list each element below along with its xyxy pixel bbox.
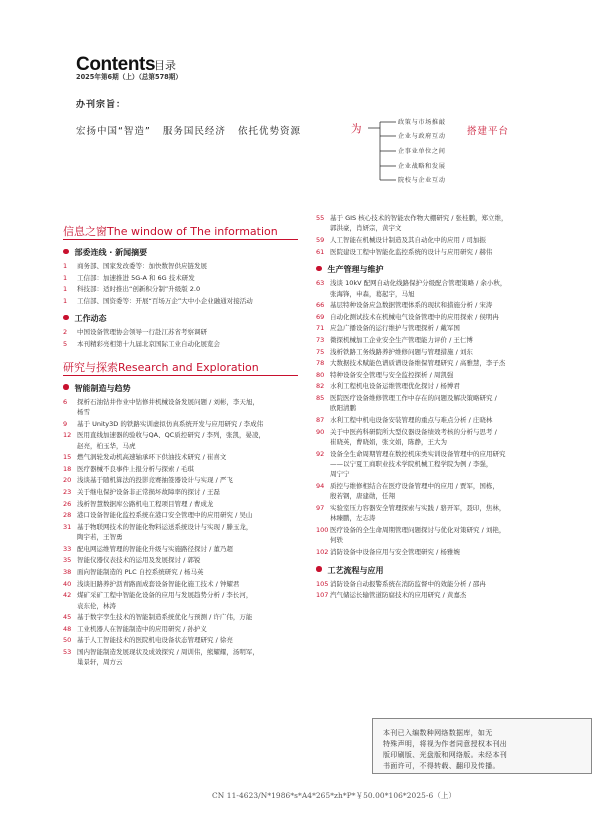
page-number: 1 (63, 273, 68, 282)
entry-title-line: 中国设备管理协会领导一行赴江苏省考察调研 (77, 328, 207, 337)
cn-number: CN 11-4623/N*1986*s*A4*265*zh*P*￥50.00*106*2025-6（上） (212, 791, 456, 800)
mission-pillar: 企业与政府互动 (398, 133, 446, 140)
toc-entry (63, 273, 298, 283)
entry-title-line: 浅析铁路工务线路养护维修问题与管理措施 / 刘东 (330, 347, 473, 356)
toc-entry (316, 449, 594, 480)
page-number: 82 (316, 382, 325, 391)
toc-entry (316, 427, 594, 448)
entry-title-line: 张海锋，申森，葛起宇，马旭 (330, 289, 415, 298)
page-number: 66 (316, 301, 325, 310)
entry-title-line: 消防设备自动报警系统在消防监督中的效能分析 / 邵冉 (330, 579, 486, 588)
page-number: 35 (63, 556, 72, 565)
entry-title-line: 本刊精彩亮相第十九届北京国际工业自动化展览会 (77, 340, 220, 348)
bullet-icon (63, 249, 69, 255)
category-heading (316, 264, 384, 275)
toc-entry (316, 393, 594, 414)
entry-title-line: 基于 Unity3D 的铁路实训虚拟仿真系统开发与应用研究 / 李成伟 (77, 419, 264, 428)
page-number: 92 (316, 449, 325, 458)
entry-title-line: 面向智能制造的 PLC 自控系统研究 / 杨马英 (77, 568, 204, 576)
notice-line: 特殊声明，将视为作者同意授权本刊出 (383, 740, 508, 748)
toc-entry (316, 335, 594, 345)
page-number: 12 (63, 431, 72, 440)
toc-entry (316, 235, 594, 245)
bullet-icon (316, 566, 322, 572)
entry-title-line: 探析石油钻井作业中钻修井机械设备发展问题 / 刘彬，李天旭， (77, 397, 259, 406)
entry-title-line: 港口设备智能化监控系统在港口安全管理中的应用研究 / 吴山 (77, 511, 253, 520)
page-number: 1 (63, 262, 68, 270)
entry-title-line: 设备全生命周期管理在数控机床类实训设备管理中的应用研究 (330, 449, 506, 458)
page-number: 33 (63, 544, 72, 553)
toc-entry (316, 278, 594, 299)
page-number: 26 (63, 499, 72, 508)
page-number: 55 (316, 214, 325, 222)
page-number: 15 (63, 453, 72, 462)
entry-title-line: 人工智能在机械设计制造及其自动化中的应用 / 司加振 (330, 236, 486, 244)
contents-title-cn: 目录 (154, 59, 176, 72)
toc-entry (63, 419, 298, 429)
notice-line: 版印刷版、光盘版和网络版。未经本刊 (383, 751, 508, 759)
entry-title-line: 自动化测试技术在机械电气设备管理中的应用探索 / 侯明冉 (330, 312, 499, 321)
toc-entry (316, 358, 594, 368)
mission-pillar: 政策与市场推敲 (398, 119, 446, 126)
entry-title-line: 浅谈基于随机算法的投影竞赛抽签器设计与实现 / 严飞 (77, 476, 233, 485)
toc-entry (316, 525, 594, 546)
section-title: 研究与探索Research and Exploration (63, 360, 259, 374)
entry-title-line: 水利工程中机电设备安装管理的重点与难点分析 / 庄晓林 (330, 416, 493, 424)
toc-entry (63, 590, 298, 611)
mission-connector: 为 (351, 123, 362, 135)
page-number: 40 (63, 579, 72, 588)
toc-entry (63, 579, 298, 589)
bullet-icon (63, 315, 69, 321)
entry-title-line: 关于中医药科研院所大型仪器设备绩效考核的分析与思考 / (330, 427, 497, 436)
toc-entry (316, 347, 594, 357)
toc-entry (63, 544, 298, 554)
entry-title-line: ——以宁夏工商职业技术学院机械工程学院为例 / 李强， (330, 460, 493, 468)
entry-title-line: 消防设备中设备应用与安全管理研究 / 杨雅婉 (330, 548, 460, 556)
entry-title-line: 杨雪 (77, 408, 90, 416)
entry-title-line: 赵亮，柏玉华，马虎 (77, 441, 136, 450)
issue-line: 2025年第6期（上）（总第578期） (76, 73, 182, 81)
entry-title-line: 关于继电保护设备非正常损坏故障率的探讨 / 王磊 (77, 488, 220, 496)
page-number: 75 (316, 347, 325, 356)
page-number: 105 (316, 579, 329, 588)
entry-title-line: 基层特种设备应急数据管理体系的现状和措施分析 / 宋涛 (330, 301, 493, 310)
entry-title-line: 大数据技术赋能色谱质谱设备维保管理研究 / 高雅慧，李子杰 (330, 359, 506, 368)
toc-entry (63, 487, 298, 497)
entry-title-line: 基于数字孪生技术的智能制造系统优化与预测 / 许广伟，万能 (77, 613, 253, 622)
entry-title-line: 医疗设备的全生命周期管理问题探讨与优化对策研究 / 刘艳， (330, 526, 506, 534)
entry-title-line: 科技部：适时推出“创新积分制”升级版 2.0 (77, 285, 201, 294)
page-number: 71 (316, 324, 325, 333)
toc-entry (63, 475, 298, 485)
toc-entry (316, 481, 594, 502)
page-number: 107 (316, 591, 329, 600)
entry-title-line: 陶宇若，王智勇 (77, 533, 123, 542)
page-number: 5 (63, 340, 68, 348)
page-number: 94 (316, 482, 325, 490)
page-number: 90 (316, 427, 325, 436)
toc-entry (63, 635, 298, 645)
page-number: 102 (316, 548, 329, 556)
toc-entry (63, 624, 298, 634)
page-number: 50 (63, 636, 72, 645)
entry-title-line: 工信部：加速推进 5G-A 和 6G 技术研发 (77, 273, 195, 282)
toc-entry (316, 415, 594, 425)
entry-title-line: 基于 GIS 核心技术的智能农作物大棚研究 / 张桂鹏，郑立维， (330, 214, 508, 222)
entry-title-line: 林臻鹏，左志涛 (330, 514, 376, 523)
mission-pillar: 企事业单位之间 (398, 148, 446, 155)
category-label: 生产管理与维护 (327, 265, 384, 275)
entry-title-line: 郭洪豪，肖妍宗，黄宇文 (330, 224, 402, 233)
mission-slogan: 宏扬中国“智造” 服务国民经济 依托优势资源 (76, 126, 301, 137)
toc-entry (316, 300, 594, 310)
entry-title-line: 水利工程机电设备运维管理优化探讨 / 杨博君 (330, 382, 460, 391)
page-number: 45 (63, 613, 72, 622)
page-number: 97 (316, 504, 325, 512)
entry-title-line: 商务部、国家发改委等：加快数智供应链发展 (77, 262, 207, 270)
toc-entry (316, 213, 594, 234)
page-number: 6 (63, 397, 68, 406)
page-number: 1 (63, 296, 68, 305)
page-number: 80 (316, 370, 325, 379)
toc-entry (63, 522, 298, 543)
category-label: 智能制造与趋势 (74, 383, 131, 393)
toc-entry (63, 261, 298, 271)
toc-entry (316, 503, 594, 524)
page-number: 85 (316, 394, 325, 402)
toc-entry (63, 397, 298, 418)
page-number: 31 (63, 522, 72, 531)
page-number: 73 (316, 336, 325, 344)
page-number: 1 (63, 285, 68, 294)
bullet-icon (316, 266, 322, 272)
page-number: 2 (63, 328, 68, 337)
category-label: 工作动态 (74, 314, 107, 324)
entry-title-line: 崔晓英，曹晓娟，张文娟，陈静，王大为 (330, 438, 447, 446)
toc-entry (63, 284, 298, 294)
toc-entry (316, 247, 594, 257)
toc-entry (63, 499, 298, 509)
entry-title-line: 微探机械加工企业安全生产管理能力评价 / 王仁博 (330, 336, 473, 344)
page-number: 18 (63, 464, 72, 473)
entry-title-line: 殷若钢，唐建勋，任翔 (330, 492, 395, 501)
entry-title-line: 医用直线加速器的验收与QA、QC质控研究 / 李列，张凯，晏凌， (77, 431, 266, 440)
notice-line: 本刊已入编数种网络数据库，如无 (383, 729, 493, 737)
entry-title-line: 智能仪器仪表技术的运用及发展探讨 / 郭锐 (77, 556, 201, 565)
entry-title-line: 浅谈 10kV 配网自动化线路保护分级配合管理策略 / 余小秋， (330, 279, 507, 288)
page-number: 87 (316, 416, 325, 424)
entry-title-line: 医疗器械不良事件上报分析与探索 / 毛琪 (77, 464, 194, 473)
category-label: 工艺流程与应用 (327, 565, 384, 575)
mission-label: 办刊宗旨： (76, 100, 127, 110)
toc-entry (316, 590, 594, 600)
toc-entry (63, 296, 298, 306)
entry-title-line: 燃气涡轮发动机高速轴承环下供油技术研究 / 崔喜文 (77, 453, 227, 462)
entry-title-line: 配电网运维管理的智能化升级与实施路径探讨 / 董乃超 (77, 544, 233, 553)
toc-entry (316, 579, 594, 589)
page-number: 78 (316, 359, 325, 368)
entry-title-line: 何轶 (330, 536, 343, 545)
category-heading (63, 383, 131, 394)
entry-title-line: 国内智能制造发展现状及成效探究 / 周训伟，熊耀耀，汤明军， (77, 648, 259, 656)
section-title: 信息之窗The window of The information (63, 225, 278, 238)
copyright-notice (372, 718, 592, 774)
page-number: 38 (63, 568, 72, 576)
entry-title-line: 实验室压力容器安全管理探索与实践 / 骆开军，聂印，焦林， (330, 504, 506, 512)
toc-entry (63, 612, 298, 622)
section-divider (63, 375, 298, 376)
page-number: 23 (63, 488, 72, 496)
entry-title-line: 汽气储运长输管道防腐技术的应用研究 / 黄嘉杰 (330, 591, 467, 600)
mission-pillar: 企业战略和发展 (398, 163, 446, 170)
page-number: 63 (316, 279, 325, 288)
toc-entry (316, 323, 594, 333)
page-number: 42 (63, 591, 72, 600)
page-number: 53 (63, 648, 72, 656)
page-number: 48 (63, 624, 72, 633)
toc-entry (316, 381, 594, 391)
entry-title-line: 巢景轩，周方云 (77, 658, 123, 667)
page-number: 100 (316, 526, 329, 534)
entry-title-line: 特种设备安全管理与安全监控探析 / 周凯强 (330, 370, 454, 379)
toc-entry (316, 547, 594, 557)
entry-title-line: 周宁宁 (330, 470, 350, 479)
entry-title-line: 工信部、国资委等：开展“百场万企”大中小企业融通对接活动 (77, 296, 253, 305)
entry-title-line: 医院医疗设备维修管理工作中存在的问题及解决策略研究 / (330, 394, 497, 402)
entry-title-line: 浅析智慧数据库公路机电工程项目管理 / 曹成龙 (77, 499, 214, 508)
toc-entry (63, 430, 298, 451)
category-label: 部委连线 · 新闻摘要 (74, 248, 148, 257)
section-divider (63, 239, 298, 240)
mission-pillar: 院校与企业互动 (398, 177, 446, 184)
entry-title-line: 应急广播设备的运行维护与管理探析 / 戴军国 (330, 324, 460, 333)
mission-goal: 搭建平台 (467, 126, 510, 137)
entry-title-line: 袁东伦，林涛 (77, 601, 116, 610)
toc-entry (63, 555, 298, 565)
mission-bracket (368, 112, 400, 186)
entry-title-line: 医院建设工程中智能化监控系统的设计与应用研究 / 赫伟 (330, 247, 493, 256)
toc-entry (63, 647, 298, 668)
entry-title-line: 欧阳清鹏 (330, 404, 356, 413)
toc-entry (316, 312, 594, 322)
page-number: 61 (316, 247, 325, 256)
bullet-icon (63, 384, 69, 390)
page-number: 69 (316, 312, 325, 321)
page-number: 59 (316, 236, 325, 244)
entry-title-line: 质控与维修相结合在医疗设备管理中的应用 / 贾军，国栋， (330, 482, 499, 490)
toc-entry (63, 567, 298, 577)
page-number: 28 (63, 511, 72, 520)
entry-title-line: 基于人工智能技术的医院机电设备状态管理研究 / 徐亮 (77, 636, 233, 645)
entry-title-line: 工业机器人在智能制造中的应用研究 / 孙护义 (77, 624, 207, 633)
entry-title-line: 浅谈旧路养护沥青路面成套设备智能化施工技术 / 钟耀君 (77, 579, 240, 588)
category-heading (63, 313, 107, 324)
toc-entry (63, 339, 298, 349)
toc-entry (63, 464, 298, 474)
entry-title-line: 煤矿采矿工程中智能化设备的应用与发展趋势分析 / 李长河， (77, 591, 253, 600)
toc-entry (63, 510, 298, 520)
page-number: 20 (63, 476, 72, 485)
category-heading (316, 565, 384, 576)
toc-entry (316, 370, 594, 380)
category-heading (63, 247, 147, 258)
notice-line: 书面许可，不得转载、翻印及传播。 (383, 762, 500, 770)
toc-entry (63, 452, 298, 462)
entry-title-line: 基于物联网技术的智能化物料运送系统设计与实现 / 滕玉龙， (77, 522, 253, 531)
page-number: 9 (63, 419, 68, 428)
toc-entry (63, 327, 298, 337)
contents-title: Contents (76, 54, 156, 75)
